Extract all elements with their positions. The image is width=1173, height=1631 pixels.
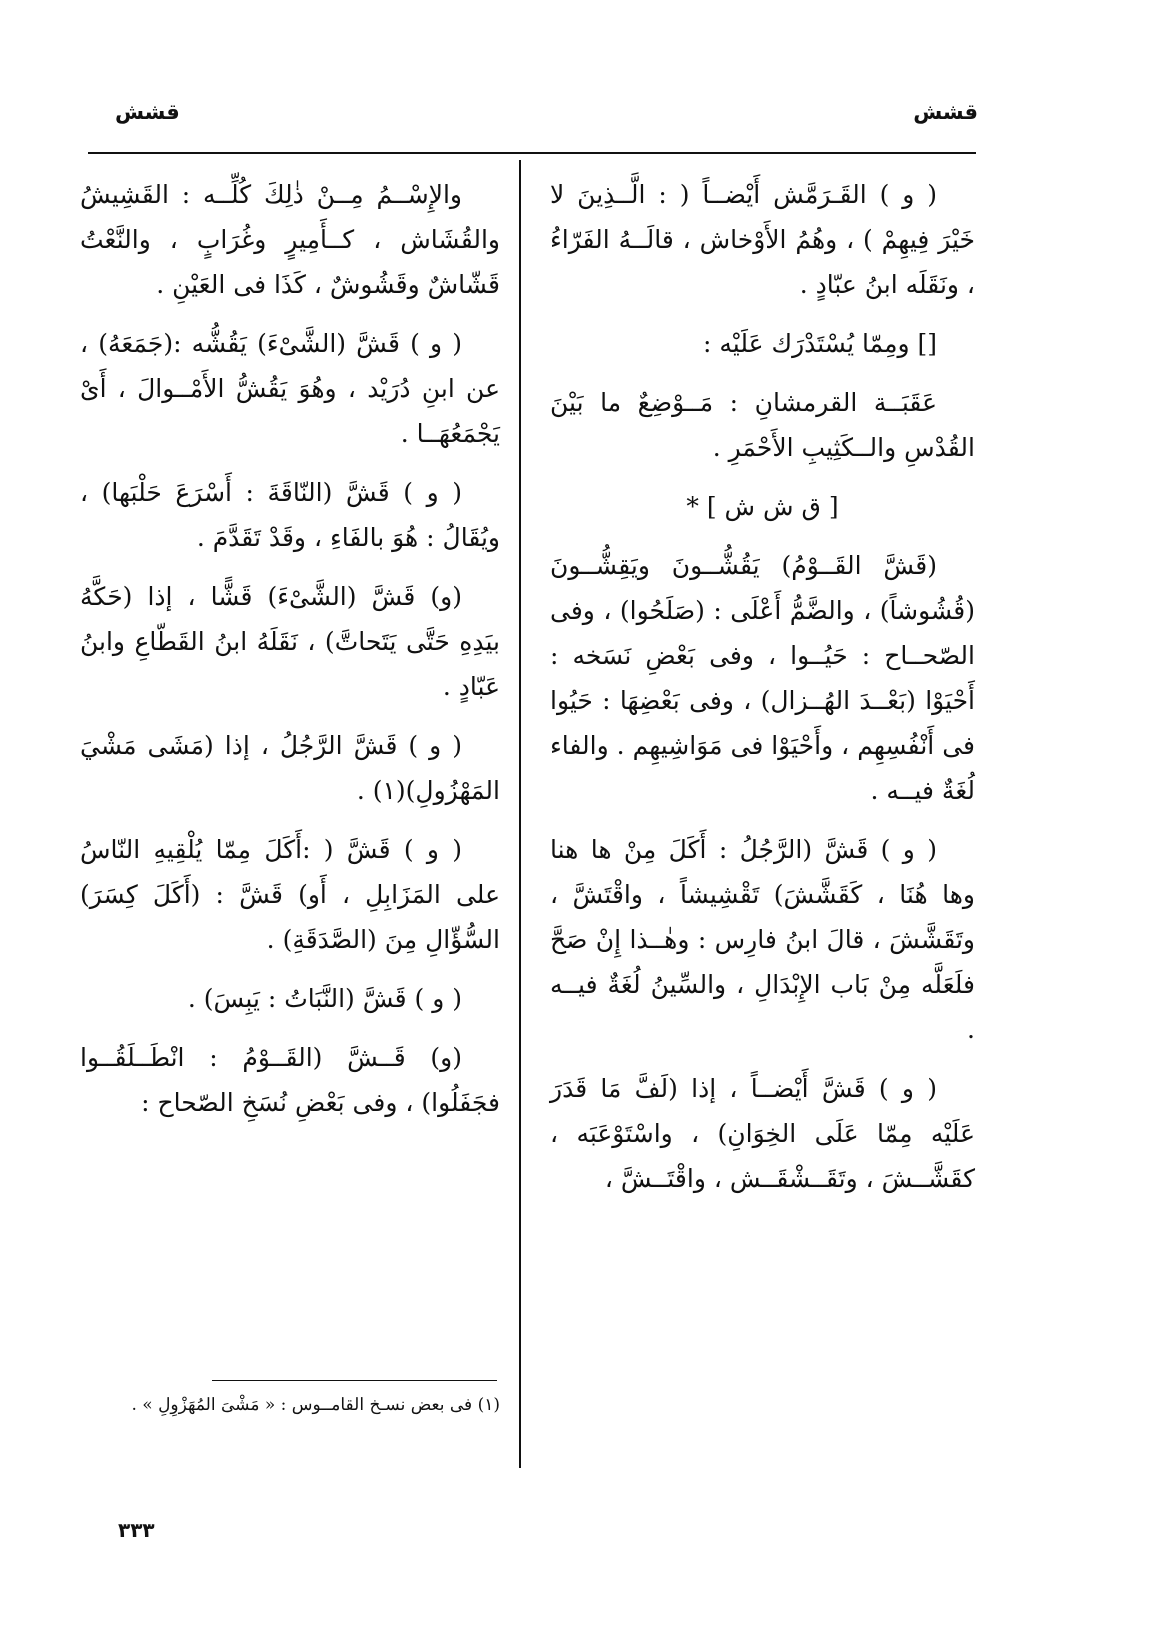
entry-paragraph: ( و ) قَشَّ (الرَّجُلُ : أَكَلَ مِنْ ها هنا وها هُنَا ، كَقَشَّشَ) تَقْشِيشاً ، واقْتَشَّ ، وتَقَشَّشَ ، قالَ ابنُ فارِس : وهٰــذا إِنْ صَحَّ فلَعَلَّه مِنْ بَاب الإِبْدَالِ ، والسِّينُ لُغَةٌ فيــه . [550, 835, 975, 1044]
entry-paragraph: ( و ) قَشَّ (النّاقَةَ : أَسْرَعَ حَلْبَها) ، ويُقَالُ : هُوَ بالفَاءِ ، وقَدْ تَقَدَّمَ . [80, 478, 500, 552]
entry-paragraph: ( و ) قَشَّ (الشَّىْءَ) يَقُشُّه :(جَمَعَهُ) ، عن ابنِ دُرَيْد ، وهُوَ يَقُشُّ الأَمْــوالَ ، أَىْ يَجْمَعُهَــا . [80, 329, 500, 448]
footnote: (١) فى بعض نسـخ القامــوس : « مَشْىَ المُهَزْوِلِ » . [131, 1395, 500, 1415]
entry-paragraph: والإِسْــمُ مِــنْ ذٰلِكَ كُلِّــه : القَشِيشُ والقُشَاش ، كــأَمِيرٍ وغُرَابٍ ، والنَّعْتُ قَشّاشٌ وقَشُوشٌ ، كَذَا فى العَيْنِ . [80, 180, 500, 299]
footnote-rule [212, 1380, 497, 1381]
entry-paragraph: ( و ) قَشَّ ( :أَكَلَ مِمّا يُلْقِيهِ النّاسُ على المَزَابِلِ ، أَو) قَشَّ : (أَكَلَ كِسَرَ) السُّؤّالِ مِنَ (الصَّدَقَةِ) . [80, 835, 500, 954]
page-number: ٣٣٣ [118, 1518, 155, 1542]
header-rule [88, 152, 976, 154]
left-column [80, 172, 500, 1139]
entry-paragraph: ( و ) قَشَّ الرَّجُلُ ، إذا (مَشَى مَشْيَ المَهْزُولِ)(١) . [80, 731, 500, 805]
root-heading: [ ق ش ش ] * [686, 492, 839, 521]
entry-paragraph: عَقَبَــة القرمشانِ : مَــوْضِعٌ ما بَيْنَ القُدْسِ والــكَثِيبِ الأَحْمَرِ . [550, 388, 975, 462]
entry-paragraph: ( و ) قَشَّ أَيْضــاً ، إذا (لَفَّ مَا قَدَرَ عَلَيْه مِمّا عَلَى الخِوَانِ) ، واسْتَوْعَبَه ، كقَشَّــشَ ، وتَقَــشْقَــش ، واقْتَــشَّ ، [550, 1074, 975, 1193]
entry-paragraph: ( و ) قَشَّ (النَّبَاتُ : يَبِسَ) . [187, 984, 462, 1013]
entry-paragraph: (و) قَشَّ (الشَّىْءَ) قَشًّا ، إذا (حَكَّهُ بيَدِهِ حَتَّى يَتَحاتَّ) ، نَقَلَهُ ابنُ القَطّاعِ وابنُ عَبّادٍ . [80, 582, 500, 701]
entry-paragraph: [] ومِمّا يُسْتَدْرَك عَلَيْه : [703, 329, 937, 358]
entry-paragraph: (و) قَــشَّ (القَــوْمُ : انْطَــلَقُــوا فجَفَلُوا) ، وفى بَعْضِ نُسَخِ الصّحاح : [80, 1043, 500, 1117]
entry-paragraph: (قَشَّ القَــوْمُ) يَقُشُّــونَ ويَقِشُّــونَ (قُشُوشاً) ، والضَّمُّ أَعْلَى : (صَلَحُوا) ، وفى الصّحــاح : حَيُــوا ، وفى بَعْضِ نَسَخه : أَحْيَوْا (بَعْــدَ الهُــزال) ، وفى بَعْضِهَا : حَيُوا فى أَنْفُسِهِم ، وأَحْيَوْا فى مَوَاشِيهِم . والفاء لُغَةٌ فيــه . [550, 551, 975, 805]
running-header-left: قشش [115, 100, 180, 124]
right-column [550, 172, 975, 1215]
running-header-right: قشش [913, 100, 978, 124]
entry-paragraph: ( و ) القَـرَمَّش أَيْضــاً ( : الَّــذِينَ لا خَيْرَ فِيهِمْ ) ، وهُمُ الأَوْخاش ، قالَــهُ الفَرّاءُ ، ونَقَلَه ابنُ عبّادٍ . [550, 180, 975, 299]
column-divider [519, 160, 521, 1468]
